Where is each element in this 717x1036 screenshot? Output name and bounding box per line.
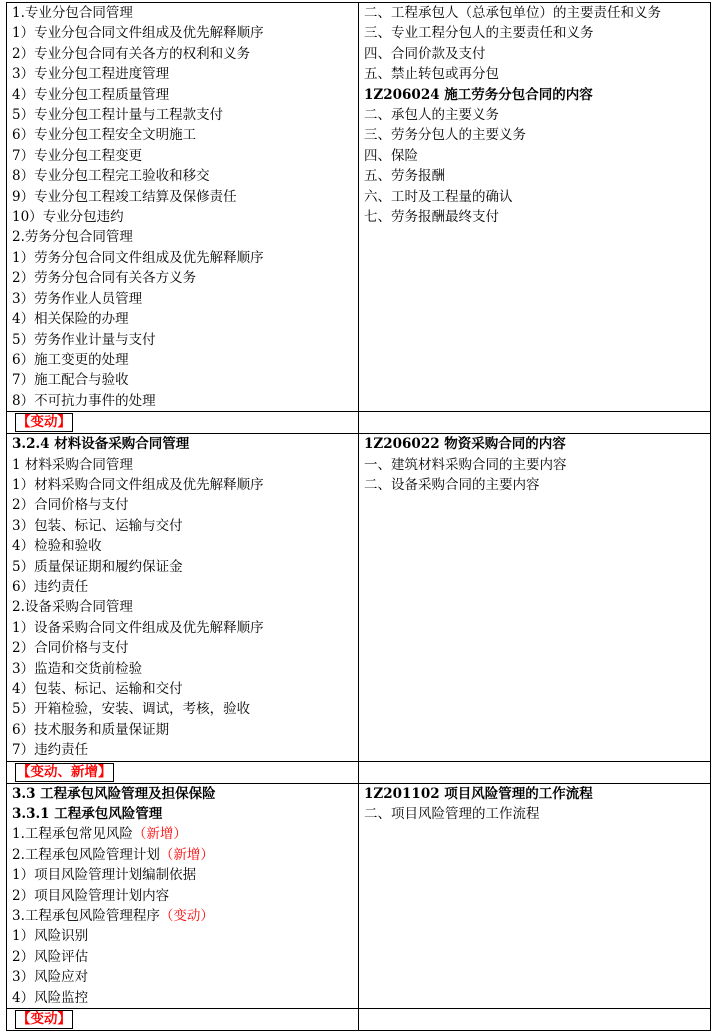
table-row	[7, 1009, 711, 1031]
outline-line: 6）专业分包工程安全文明施工	[12, 127, 197, 144]
outline-line: 2）专业分包合同有关各方的权利和义务	[12, 45, 251, 62]
outline-line: 5）劳务作业计量与支付	[12, 331, 156, 348]
outline-line: 四、合同价款及支付	[364, 45, 486, 62]
table-row	[7, 412, 711, 434]
outline-line: 6）违约责任	[12, 578, 89, 595]
change-tag: 【变动、新增】	[17, 763, 112, 780]
outline-line: 1.专业分包合同管理	[12, 5, 133, 21]
change-tag-cell	[7, 412, 359, 434]
change-tag-cell	[7, 1009, 359, 1031]
outline-line: 二、承包人的主要义务	[364, 107, 499, 124]
right-cell	[359, 783, 711, 1008]
outline-line: 1 材料采购合同管理	[12, 456, 133, 473]
section-heading: 3.3 工程承包风险管理及担保保险	[12, 785, 216, 802]
outline-line: 8）不可抗力事件的处理	[12, 392, 156, 409]
subsection-heading: 3.3.1 工程承包风险管理	[12, 806, 163, 823]
section-heading: 1Z201102 项目风险管理的工作流程	[364, 785, 593, 802]
outline-line: 五、劳务报酬	[364, 168, 445, 185]
left-cell	[7, 434, 359, 762]
changed-note: （变动）	[159, 908, 214, 925]
outline-line: 六、工时及工程量的确认	[364, 188, 513, 205]
outline-line: 3）监造和交货前检验	[12, 660, 143, 677]
table-row	[7, 434, 711, 762]
outline-line: 7）违约责任	[12, 742, 89, 759]
right-cell	[359, 434, 711, 762]
outline-line: 1）专业分包合同文件组成及优先解释顺序	[12, 25, 264, 42]
outline-line: 5）开箱检验，安装、调试，考核，验收	[12, 701, 251, 718]
outline-line: 1）风险识别	[12, 928, 89, 945]
outline-line: 2）合同价格与支付	[12, 497, 129, 514]
outline-line: 4）包装、标记、运输和交付	[12, 681, 183, 697]
outline-line: 7）专业分包工程变更	[12, 147, 143, 164]
outline-line: 二、项目风险管理的工作流程	[364, 806, 540, 823]
comparison-table	[6, 2, 711, 1031]
section-heading: 3.2.4 材料设备采购合同管理	[12, 436, 190, 453]
section-heading: 1Z206024 施工劳务分包合同的内容	[364, 86, 593, 103]
outline-line: 1）项目风险管理计划编制依据	[12, 867, 197, 884]
outline-line: 2）合同价格与支付	[12, 640, 129, 657]
outline-line: 七、劳务报酬最终支付	[364, 209, 499, 226]
section-heading: 1Z206022 物资采购合同的内容	[364, 436, 566, 453]
outline-line: 7）施工配合与验收	[12, 372, 129, 389]
outline-line: 1.工程承包常见风险（新增）	[12, 826, 187, 843]
left-cell	[7, 783, 359, 1008]
new-note: （新增）	[132, 826, 187, 843]
outline-line: 4）风险监控	[12, 989, 89, 1006]
outline-line: 四、保险	[364, 147, 418, 164]
outline-line: 6）施工变更的处理	[12, 351, 129, 368]
outline-line: 4）检验和验收	[12, 538, 102, 555]
outline-line: 二、设备采购合同的主要内容	[364, 476, 540, 493]
outline-line: 二、工程承包人（总承包单位）的主要责任和义务	[364, 5, 661, 21]
outline-line: 三、专业工程分包人的主要责任和义务	[364, 25, 594, 42]
outline-line: 4）专业分包工程质量管理	[12, 86, 170, 103]
outline-line: 2）风险评估	[12, 948, 89, 965]
table-row	[7, 3, 711, 412]
outline-line: 2）项目风险管理计划内容	[12, 887, 170, 904]
outline-line: 1）劳务分包合同文件组成及优先解释顺序	[12, 249, 264, 266]
outline-line: 2.工程承包风险管理计划（新增）	[12, 846, 214, 863]
empty-cell	[359, 1009, 711, 1031]
outline-line: 5）质量保证期和履约保证金	[12, 558, 183, 575]
outline-line: 3）风险应对	[12, 969, 89, 986]
outline-line: 2）劳务分包合同有关各方义务	[12, 270, 197, 287]
outline-line: 8）专业分包工程完工验收和移交	[12, 168, 210, 185]
outline-line: 9）专业分包工程竣工结算及保修责任	[12, 188, 237, 205]
left-cell	[7, 3, 359, 412]
outline-line: 5）专业分包工程计量与工程款支付	[12, 107, 224, 124]
outline-line: 1）材料采购合同文件组成及优先解释顺序	[12, 476, 264, 493]
outline-line: 10）专业分包违约	[12, 209, 124, 226]
change-tag: 【变动】	[17, 414, 71, 431]
outline-line: 3）包装、标记、运输与交付	[12, 517, 183, 534]
outline-line: 1）设备采购合同文件组成及优先解释顺序	[12, 619, 264, 636]
outline-line: 3）劳务作业人员管理	[12, 290, 143, 307]
outline-line: 3）专业分包工程进度管理	[12, 66, 170, 83]
outline-line: 3.工程承包风险管理程序（变动）	[12, 908, 214, 925]
change-tag-cell	[7, 761, 359, 783]
right-cell	[359, 3, 711, 412]
empty-cell	[359, 412, 711, 434]
outline-line: 五、禁止转包或再分包	[364, 66, 499, 83]
table-row	[7, 783, 711, 1008]
outline-line: 4）相关保险的办理	[12, 311, 129, 328]
empty-cell	[359, 761, 711, 783]
table-row	[7, 761, 711, 783]
change-tag: 【变动】	[17, 1011, 71, 1028]
outline-line: 一、建筑材料采购合同的主要内容	[364, 456, 567, 473]
outline-line: 6）技术服务和质量保证期	[12, 721, 170, 738]
outline-line: 2.劳务分包合同管理	[12, 229, 133, 246]
outline-line: 2.设备采购合同管理	[12, 599, 133, 616]
outline-line: 三、劳务分包人的主要义务	[364, 127, 526, 144]
new-note: （新增）	[159, 846, 214, 863]
